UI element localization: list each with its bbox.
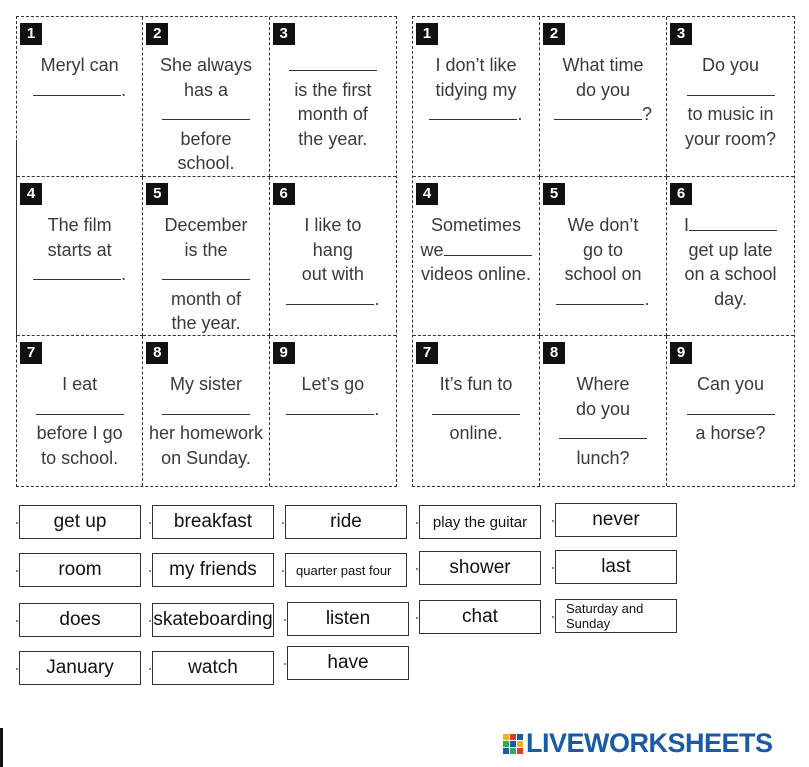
card-number: 3 (273, 23, 295, 45)
sentence-text: Can you (696, 374, 765, 394)
answer-blank[interactable] (162, 400, 250, 415)
answer-blank[interactable] (286, 290, 374, 305)
card-line (540, 262, 666, 287)
card-line (413, 421, 539, 446)
liveworksheets-logo (503, 728, 773, 759)
sentence-text: do you (575, 79, 631, 100)
sentence-text: lunch? (576, 447, 630, 468)
card-number: 5 (146, 183, 168, 205)
card-line (143, 127, 268, 152)
tile-marker (416, 568, 418, 570)
card-4 (17, 177, 143, 336)
card-line (143, 372, 268, 397)
word-tile-skateboarding[interactable]: skateboarding (152, 603, 274, 637)
card-line (667, 238, 794, 263)
card-line (667, 397, 794, 422)
card-number: 4 (20, 183, 42, 205)
sentence-text: go to (582, 239, 624, 260)
card-line (143, 421, 268, 446)
card-number: 2 (146, 23, 168, 45)
card-line (270, 238, 396, 263)
card-number: 7 (20, 342, 42, 364)
card-3 (270, 17, 396, 177)
tile-marker (552, 616, 554, 618)
card-1 (413, 17, 540, 177)
card-line (413, 238, 539, 263)
card-number: 7 (416, 342, 438, 364)
word-tile-saturday-and-sunday[interactable]: Saturday and Sunday (555, 599, 677, 633)
sentence-text: Sometimes (430, 215, 522, 235)
tile-marker (284, 663, 286, 665)
card-9 (667, 336, 794, 486)
sentence-text: Meryl can (40, 55, 119, 75)
card-number: 9 (273, 342, 295, 364)
card-line (540, 372, 666, 397)
tile-marker (282, 570, 284, 572)
sentence-punctuation: . (121, 79, 127, 100)
card-line (270, 262, 396, 287)
card-line (413, 213, 539, 238)
word-tile-room[interactable]: room (19, 553, 141, 587)
sentence-punctuation: ? (641, 104, 652, 124)
card-line (540, 102, 666, 127)
sentence-text: before I go (36, 423, 123, 443)
sentence-text: I don’t like (435, 55, 517, 75)
card-line (143, 311, 268, 336)
card-line (413, 53, 539, 78)
card-line (270, 78, 396, 103)
sentence-text: month of (170, 288, 242, 309)
sentence-text: I eat (62, 374, 98, 394)
sentence-text: the year. (171, 313, 241, 333)
sentence-punctuation: . (517, 104, 523, 124)
card-6 (667, 177, 794, 336)
card-line (540, 421, 666, 446)
liveworksheets-logo-icon (503, 734, 523, 754)
sentence-text: school on (564, 264, 642, 284)
card-line (270, 372, 396, 397)
answer-blank[interactable] (689, 216, 777, 231)
sentence-text: I (683, 215, 689, 235)
sentence-punctuation: . (374, 288, 380, 309)
answer-blank[interactable] (33, 265, 121, 280)
card-line (17, 397, 142, 422)
card-line (17, 213, 142, 238)
sentence-text: we (420, 239, 444, 260)
sentence-text: tidying my (435, 79, 517, 100)
tile-marker (16, 620, 18, 622)
card-line (413, 78, 539, 103)
tile-marker (149, 668, 151, 670)
card-line (17, 262, 142, 287)
sentence-text: before (180, 128, 232, 149)
answer-blank[interactable] (429, 105, 517, 120)
left-edge-bar (0, 728, 3, 767)
card-line (540, 287, 666, 312)
sentence-text: I like to (304, 215, 362, 235)
card-line (17, 446, 142, 471)
card-number: 3 (670, 23, 692, 45)
tile-marker (149, 522, 151, 524)
card-number: 8 (146, 342, 168, 364)
card-line (143, 53, 268, 78)
answer-blank[interactable] (289, 56, 377, 71)
card-number: 6 (670, 183, 692, 205)
sentence-text: school. (177, 153, 235, 173)
card-line (540, 397, 666, 422)
card-line (540, 78, 666, 103)
card-line (270, 127, 396, 152)
card-line (413, 102, 539, 127)
sentence-text: has a (183, 79, 229, 100)
word-tile-get-up[interactable]: get up (19, 505, 141, 539)
sentence-text: starts at (47, 239, 112, 260)
card-line (540, 213, 666, 238)
word-tile-chat[interactable]: chat (419, 600, 541, 634)
card-7 (17, 336, 143, 486)
card-2 (143, 17, 269, 177)
card-line (667, 421, 794, 446)
left-card-grid (16, 16, 397, 487)
sentence-text: to music in (687, 104, 774, 124)
answer-blank[interactable] (36, 400, 124, 415)
card-line (17, 53, 142, 78)
card-line (143, 238, 268, 263)
sentence-text: do you (575, 398, 631, 419)
card-number: 5 (543, 183, 565, 205)
answer-blank[interactable] (554, 105, 642, 120)
card-8 (540, 336, 667, 486)
brand-name: LIVEWORKSHEETS (526, 728, 773, 758)
word-tile-listen[interactable]: listen (287, 602, 409, 636)
tile-marker (282, 522, 284, 524)
answer-blank[interactable] (286, 400, 374, 415)
card-2 (540, 17, 667, 177)
tile-marker (284, 619, 286, 621)
tile-marker (16, 570, 18, 572)
sentence-text: on Sunday. (161, 447, 251, 468)
card-line (667, 287, 794, 312)
card-line (17, 421, 142, 446)
card-line (270, 53, 396, 78)
card-number: 1 (20, 23, 42, 45)
card-number: 8 (543, 342, 565, 364)
card-line (143, 287, 268, 312)
answer-blank[interactable] (687, 400, 775, 415)
answer-blank[interactable] (33, 81, 121, 96)
sentence-text: month of (297, 104, 368, 124)
card-number: 6 (273, 183, 295, 205)
card-line (667, 262, 794, 287)
tile-marker (416, 617, 418, 619)
card-number: 9 (670, 342, 692, 364)
card-line (413, 372, 539, 397)
sentence-text: to school. (41, 447, 119, 468)
right-card-grid (412, 16, 795, 487)
tile-marker (552, 520, 554, 522)
answer-blank[interactable] (162, 105, 250, 120)
sentence-text: hang (312, 239, 353, 260)
word-tile-watch[interactable]: watch (152, 651, 274, 685)
card-number: 2 (543, 23, 565, 45)
word-tile-breakfast[interactable]: breakfast (152, 505, 274, 539)
card-line (270, 287, 396, 312)
card-9 (270, 336, 396, 486)
word-tile-january[interactable]: January (19, 651, 141, 685)
sentence-text: December (164, 215, 248, 235)
card-line (17, 238, 142, 263)
card-3 (667, 17, 794, 177)
card-line (667, 53, 794, 78)
sentence-text: Do you (701, 55, 760, 75)
card-line (540, 53, 666, 78)
card-line (143, 446, 268, 471)
answer-blank[interactable] (556, 290, 644, 305)
word-tile-play-the-guitar[interactable]: play the guitar (419, 505, 541, 539)
sentence-punctuation: . (374, 398, 380, 419)
tile-marker (16, 522, 18, 524)
sentence-text: The film (47, 215, 112, 235)
sentence-text: is the (184, 239, 228, 260)
card-8 (143, 336, 269, 486)
card-line (143, 78, 268, 103)
sentence-text: online. (449, 423, 503, 443)
sentence-punctuation: . (644, 288, 650, 309)
word-tile-my-friends[interactable]: my friends (152, 553, 274, 587)
sentence-text: We don’t (567, 215, 639, 235)
card-line (540, 238, 666, 263)
card-line (143, 213, 268, 238)
card-line (667, 78, 794, 103)
card-number: 1 (416, 23, 438, 45)
sentence-text: What time (562, 55, 644, 75)
sentence-text: videos online. (420, 264, 532, 284)
card-6 (270, 177, 396, 336)
sentence-punctuation: . (121, 264, 127, 284)
answer-blank[interactable] (687, 81, 775, 96)
card-line (270, 397, 396, 422)
sentence-text: your room? (684, 128, 777, 149)
tile-marker (16, 668, 18, 670)
sentence-text: Let’s go (301, 374, 365, 394)
card-line (143, 151, 268, 176)
word-tile-never[interactable]: never (555, 503, 677, 537)
tile-marker (149, 620, 151, 622)
answer-blank[interactable] (432, 400, 520, 415)
card-line (667, 213, 794, 238)
word-tile-shower[interactable]: shower (419, 551, 541, 585)
sentence-text: She always (159, 55, 253, 75)
card-line (413, 262, 539, 287)
sentence-text: on a school (684, 264, 777, 284)
tile-marker (149, 570, 151, 572)
sentence-text: get up late (688, 239, 773, 260)
card-line (143, 102, 268, 127)
sentence-text: It’s fun to (439, 374, 513, 394)
card-number: 4 (416, 183, 438, 205)
card-7 (413, 336, 540, 486)
card-line (17, 78, 142, 103)
sentence-text: Where (576, 374, 630, 394)
sentence-text: out with (301, 264, 364, 284)
card-line (540, 446, 666, 471)
sentence-text: a horse? (695, 423, 766, 443)
card-line (667, 102, 794, 127)
answer-blank[interactable] (162, 265, 250, 280)
answer-blank[interactable] (444, 241, 532, 256)
card-5 (143, 177, 269, 336)
card-1 (17, 17, 143, 177)
answer-blank[interactable] (559, 424, 647, 439)
sentence-text: the year. (298, 128, 368, 149)
card-5 (540, 177, 667, 336)
sentence-text: is the first (294, 79, 372, 100)
tile-marker (552, 567, 554, 569)
word-tile-last[interactable]: last (555, 550, 677, 584)
word-tile-does[interactable]: does (19, 603, 141, 637)
card-line (143, 397, 268, 422)
card-4 (413, 177, 540, 336)
tile-marker (416, 522, 418, 524)
sentence-text: her homework (148, 423, 264, 443)
card-line (270, 213, 396, 238)
card-line (270, 102, 396, 127)
word-tile-quarter-past-four[interactable]: quarter past four (285, 553, 407, 587)
card-line (143, 262, 268, 287)
card-line (667, 372, 794, 397)
card-line (413, 397, 539, 422)
card-line (667, 127, 794, 152)
word-tile-have[interactable]: have (287, 646, 409, 680)
card-line (17, 372, 142, 397)
sentence-text: day. (714, 288, 747, 309)
word-tile-ride[interactable]: ride (285, 505, 407, 539)
sentence-text: My sister (169, 374, 242, 394)
